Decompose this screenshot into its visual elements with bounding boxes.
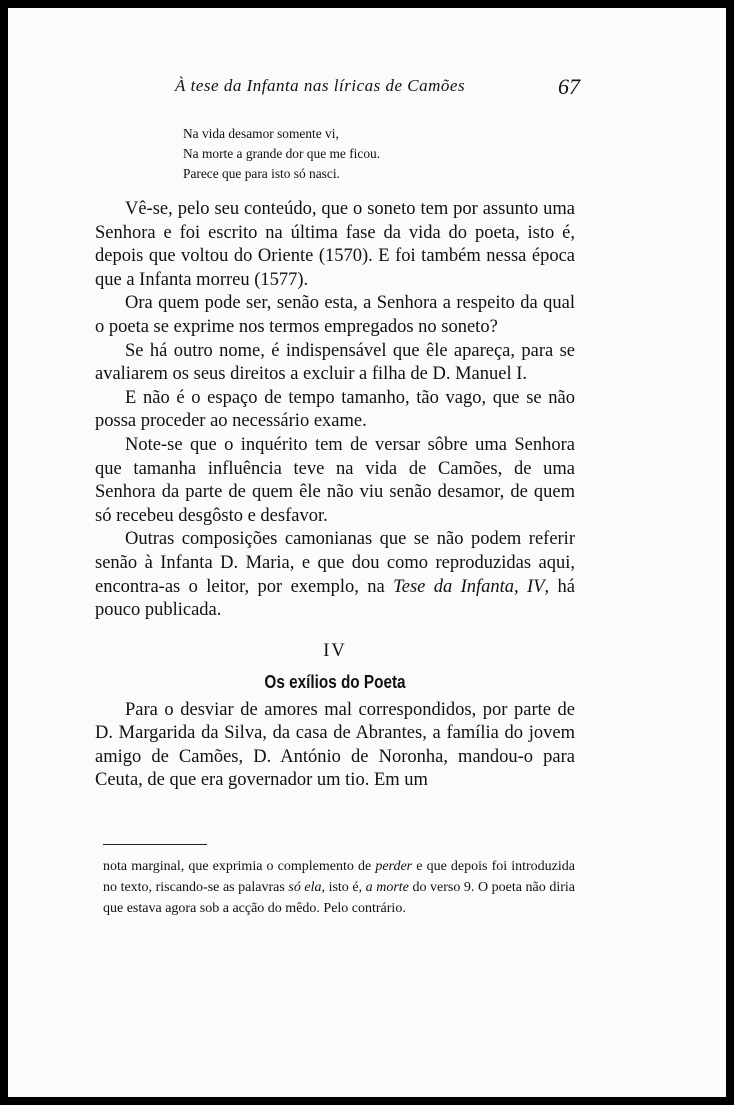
- poem-verses: [183, 124, 380, 184]
- paragraph: Se há outro nome, é indispensável que êle apareça, para se avaliarem os seus direitos a excluir a filha de D. Manuel I.: [95, 340, 575, 385]
- footnote: [103, 856, 575, 919]
- paragraph: Note-se que o inquérito tem de versar sôbre uma Senhora que tamanha influência teve na vida de Camões, de uma Senhora da parte de quem êle não viu senão desamor, de quem só recebeu desgôsto e desfavor.: [95, 434, 575, 526]
- footnote-italic: só ela: [288, 880, 322, 895]
- footnote-italic: perder: [375, 859, 413, 874]
- page-header: [8, 76, 726, 106]
- verse-line: Parece que para isto só nasci.: [183, 166, 340, 181]
- book-page: [8, 8, 726, 1097]
- footnote-italic: a morte: [365, 880, 409, 895]
- section-title: Os exílios do Poeta: [264, 671, 406, 692]
- footnote-text: do verso 9. O poeta não diria que estava agora sob a acção do mêdo. Pelo contrário.: [103, 880, 575, 916]
- paragraph: [95, 528, 575, 622]
- verse-line: Na vida desamor somente vi,: [183, 126, 339, 141]
- running-title: À tese da Infanta nas líricas de Camões: [175, 76, 466, 95]
- page-number: 67: [558, 74, 580, 99]
- footnote-text: , isto é,: [321, 880, 366, 895]
- paragraph-text: , há pouco publicada.: [95, 576, 575, 621]
- paragraph: Ora quem pode ser, senão esta, a Senhora a respeito da qual o poeta se exprime nos termos empregados no soneto?: [95, 293, 575, 337]
- body-text: [95, 198, 575, 793]
- section-number: IV: [323, 640, 347, 661]
- footnote-text: nota marginal, que exprimia o complemento de: [103, 859, 376, 874]
- verse-line: Na morte a grande dor que me ficou.: [183, 146, 381, 161]
- footnote-text: e que depois foi introduzida no texto, riscando-se as palavras: [103, 859, 575, 895]
- footnote-divider: [103, 844, 207, 845]
- book-title-reference: Tese da Infanta, IV: [393, 576, 545, 597]
- paragraph: E não é o espaço de tempo tamanho, tão vago, que se não possa proceder ao necessário exame.: [95, 387, 575, 432]
- paragraph: Vê-se, pelo seu conteúdo, que o soneto tem por assunto uma Senhora e foi escrito na última fase da vida do poeta, isto é, depois que voltou do Oriente (1570). E foi também nessa época que a Infanta morreu (1577).: [95, 199, 575, 290]
- paragraph: Para o desviar de amores mal correspondidos, por parte de D. Margarida da Silva, da casa de Abrantes, a família do jovem amigo de Camões, D. António de Noronha, mandou-o para Ceuta, de que era governador um tio. Em um: [95, 699, 575, 791]
- paragraph-text: Outras composições camonianas que se não podem referir senão à Infanta D. Maria, e que dou como reproduzidas aqui, encontra-as o leitor, por exemplo, na: [95, 529, 575, 597]
